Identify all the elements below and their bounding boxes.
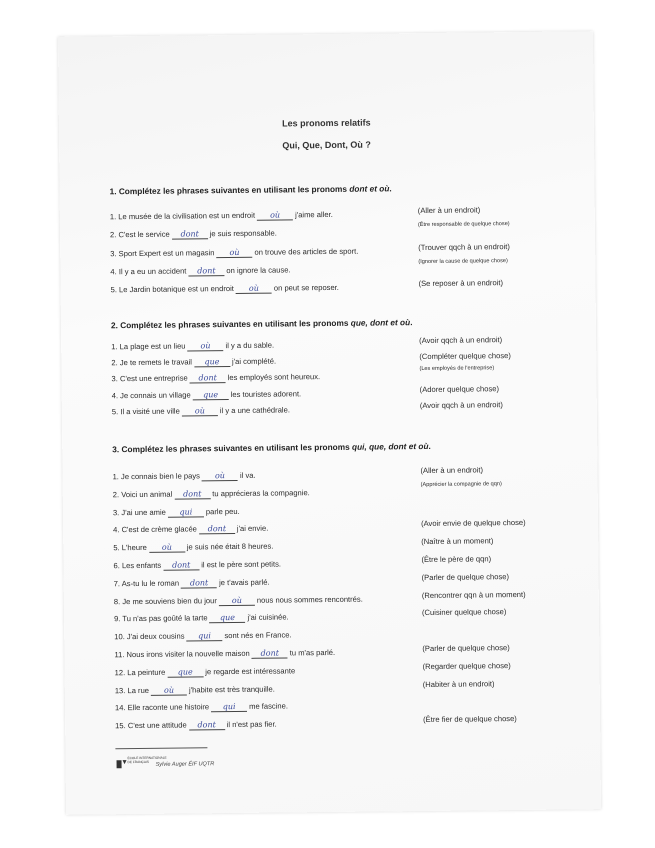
handwritten-answer-blank[interactable]: où [182,407,218,416]
section-heading [110,183,392,196]
section-heading-end: . [428,440,431,451]
verb-construction-hint: (Trouver qqch à un endroit) [418,241,510,252]
verb-construction-hint: (Être fier de quelque chose) [423,714,517,725]
sentence-start: 6. Les enfants [113,560,162,571]
exercise-sentence [114,648,335,660]
author-credit: Sylvie Auger ÉIF UQTR [155,761,215,768]
exercise-sentence [115,702,288,714]
handwritten-answer-blank[interactable]: que [193,391,229,400]
handwritten-answer-blank[interactable]: où [257,211,293,220]
handwritten-answer-blank[interactable]: dont [188,267,224,276]
sentence-end: je t'avais parlé. [219,577,270,587]
handwritten-answer-blank[interactable]: dont [190,374,226,383]
sentence-end: tu apprécieras la compagnie. [212,488,310,499]
handwritten-answer-blank[interactable]: où [149,544,185,553]
sentence-start: 13. La rue [114,685,150,695]
handwritten-answer-blank[interactable]: qui [211,703,247,712]
sentence-start: 5. Il a visité une ville [111,406,180,417]
logo-text: ÉCOLE INTERNATIONALE DE FRANÇAIS [127,755,167,764]
page-subtitle: Qui, Que, Dont, Où ? [282,139,371,151]
section-heading [112,441,431,454]
sentence-end: j'aime aller. [294,209,333,220]
verb-construction-hint: (Les employés de l'entreprise) [419,365,495,373]
section-heading-text: 1. Complétez les phrases suivantes en utilisant les pronoms [109,183,350,197]
handwritten-answer-blank[interactable]: dont [189,721,225,730]
section-heading-text: 2. Complétez les phrases suivantes en utilisant les pronoms [110,317,351,331]
verb-construction-hint: (Être responsable de quelque chose) [417,221,510,229]
verb-construction-hint: (Ignorer la cause de quelque chose) [418,258,508,265]
verb-construction-hint: (Parler de quelque chose) [421,571,510,582]
sentence-start: 5. Le Jardin botanique est un endroit [110,284,234,295]
handwritten-answer-blank[interactable]: où [216,248,252,257]
sentence-start: 14. Elle raconte une histoire [114,702,210,713]
sentence-end: il est le père sont petits. [201,559,282,570]
university-logo-icon [115,755,167,767]
verb-construction-hint: (Se reposer à un endroit) [418,278,504,289]
sentence-end: parle peu. [205,506,240,516]
exercise-sentence [111,372,320,384]
exercise-sentence [111,341,274,353]
exercise-sentence [114,594,363,607]
verb-construction-hint: (Avoir envie de quelque chose) [421,518,526,529]
exercise-sentence [113,524,268,536]
handwritten-answer-blank[interactable]: dont [163,561,199,570]
sentence-end: j'ai envie. [236,524,269,534]
sentence-start: 3. Sport Expert est un magasin [110,247,215,258]
handwritten-answer-blank[interactable]: où [151,686,187,695]
verb-construction-hint: (Aller à un endroit) [420,465,484,476]
sentence-start: 1. Le musée de la civilisation est un endroit [109,210,256,222]
sentence-start: 5. L'heure [113,543,147,553]
verb-construction-hint: (Parler de quelque chose) [422,643,510,654]
exercise-sentence [115,666,296,678]
handwritten-answer-blank[interactable]: dont [172,231,208,240]
section-heading-end: . [389,183,392,194]
sentence-start: 3. C'est une entreprise [111,373,188,384]
verb-construction-hint: (Naître à un moment) [421,536,494,547]
exercise-sentence [112,405,290,417]
page-title: Les pronoms relatifs [282,117,371,129]
exercise-sentence [113,471,256,482]
sentence-end: on peut se reposer. [273,283,339,293]
verb-construction-hint: (Être le père de qqn) [421,554,492,565]
sentence-end: je regarde est intéressante [205,666,296,677]
exercise-sentence [113,560,281,572]
sentence-end: sont nés en France. [224,630,292,641]
sentence-start: 4. Il y a eu un accident [110,266,187,277]
exercise-sentence [113,507,240,518]
exercise-sentence [110,229,277,241]
handwritten-answer-blank[interactable]: que [194,358,230,367]
handwritten-answer-blank[interactable]: où [219,596,255,605]
handwritten-answer-blank[interactable]: où [187,342,223,351]
sentence-end: me fascine. [249,701,288,712]
verb-construction-hint: (Habiter à un endroit) [422,678,495,689]
worksheet-page [58,31,601,815]
sentence-start: 15. C'est une attitude [115,720,187,731]
footer-rule [115,747,207,749]
sentence-start: 8. Je me souviens bien du jour [113,595,217,606]
sentence-end: je suis responsable. [209,228,277,239]
sentence-start: 7. As-tu lu le roman [113,578,180,589]
sentence-start: 2. Je te remets le travail [111,357,193,368]
sentence-start: 2. C'est le service [109,229,170,240]
sentence-end: les employés sont heureux. [227,372,321,383]
sentence-start: 1. La plage est un lieu [111,341,186,352]
exercise-sentence [111,357,276,369]
verb-construction-hint: (Cuisiner quelque chose) [421,607,507,618]
exercise-sentence [110,265,290,277]
section-heading-pronouns: que, dont et où [350,317,411,328]
sentence-end: les touristes adorent. [230,388,302,399]
sentence-end: j'ai cuisinée. [247,612,289,623]
verb-construction-hint: (Adorer quelque chose) [419,383,500,394]
handwritten-answer-blank[interactable]: que [209,614,245,623]
sentence-start: 10. J'ai deux cousins [114,631,185,642]
verb-construction-hint: (Compléter quelque chose) [419,351,511,362]
sentence-end: j'ai complété. [231,356,277,367]
section-heading-text: 3. Complétez les phrases suivantes en utilisant les pronoms [112,441,353,455]
sentence-end: on trouve des articles de sport. [254,246,359,257]
sentence-end: il y a une cathédrale. [219,405,290,415]
sentence-start: 11. Nous irons visiter la nouvelle maison [114,648,250,660]
verb-construction-hint: (Avoir qqch à un endroit) [419,335,503,346]
exercise-sentence [110,210,333,222]
sentence-start: 1. Je connais bien le pays [112,471,200,482]
verb-construction-hint: (Rencontrer qqn à un moment) [421,589,526,600]
exercise-sentence [115,684,275,696]
sentence-start: 4. C'est de crème glacée [113,524,197,535]
handwritten-answer-blank[interactable]: qui [168,508,204,517]
sentence-end: il n'est pas fier. [226,719,277,730]
handwritten-answer-blank[interactable]: dont [252,649,288,658]
verb-construction-hint: (Regarder quelque chose) [422,660,511,671]
verb-construction-hint: (Aller à un endroit) [417,205,481,216]
sentence-start: 2. Voici un animal [112,489,173,500]
exercise-sentence [113,542,273,554]
section-heading-pronouns: qui, que, dont et où [351,440,429,452]
sentence-start: 4. Je connais un village [111,390,191,400]
exercise-sentence [114,577,270,589]
handwritten-answer-blank[interactable]: où [236,285,272,294]
sentence-end: il va. [239,470,256,480]
exercise-sentence [114,613,289,625]
handwritten-answer-blank[interactable]: qui [186,632,222,641]
sentence-start: 3. J'ai une amie [112,507,166,517]
exercise-sentence [113,488,310,500]
sentence-start: 12. La peinture [114,667,166,678]
handwritten-answer-blank[interactable]: que [167,668,203,677]
section-heading [111,317,413,330]
handwritten-answer-blank[interactable]: où [202,472,238,481]
section-heading-pronouns: dont et où [349,183,390,194]
exercise-sentence [115,720,277,732]
exercise-sentence [112,389,302,401]
verb-construction-hint: (Apprécier la compagnie de qqn) [420,480,502,488]
section-heading-end: . [410,317,413,328]
sentence-end: il y a du sable. [225,340,275,351]
exercise-sentence [114,631,291,643]
sentence-end: je suis née était 8 heures. [186,541,274,552]
exercise-sentence [110,246,358,259]
sentence-start: 9. Tu n'as pas goûté la tarte [113,613,208,624]
sentence-end: j'habite est très tranquille. [188,684,275,695]
sentence-end: nous nous sommes rencontrés. [256,594,363,605]
handwritten-answer-blank[interactable]: dont [199,525,235,534]
exercise-sentence [111,283,339,295]
sentence-end: on ignore la cause. [226,265,291,275]
handwritten-answer-blank[interactable]: dont [181,579,217,588]
sentence-end: tu m'as parlé. [289,647,336,658]
verb-construction-hint: (Avoir qqch à un endroit) [419,399,503,410]
handwritten-answer-blank[interactable]: dont [174,490,210,499]
